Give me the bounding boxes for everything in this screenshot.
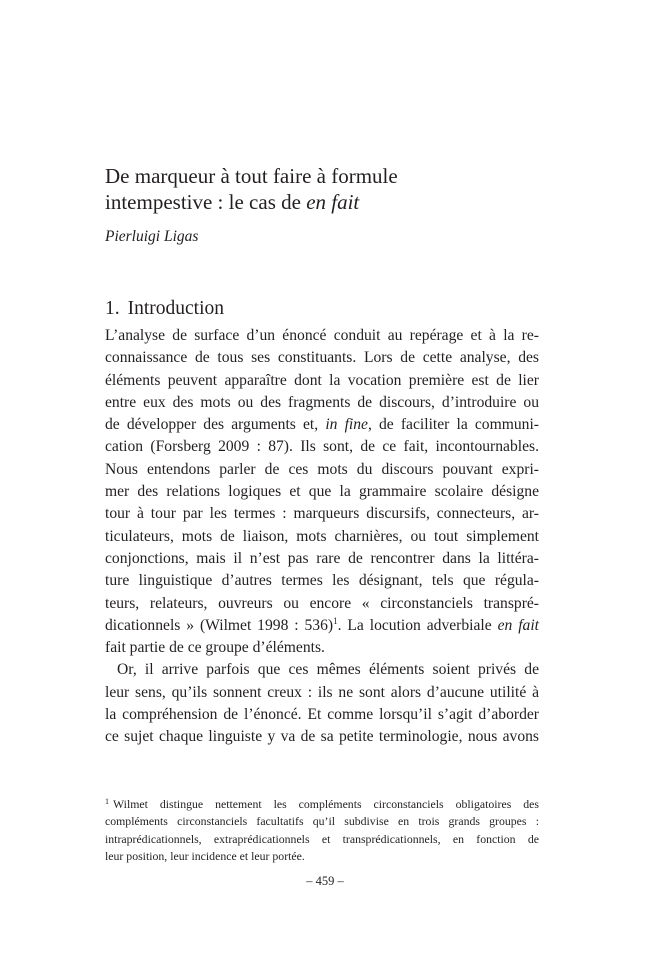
author-name: Pierluigi Ligas — [105, 228, 199, 245]
body-line: conjonctions, mais il n’est pas rare de rencontrer dans la littéra- — [105, 549, 539, 567]
footnote-marker: 1 — [105, 797, 109, 806]
body-line: leur sens, qu’ils sonnent creux : ils ne sont alors d’aucune utilité à — [105, 683, 539, 701]
text-run: . La locution adverbiale — [337, 616, 498, 634]
article-title — [105, 163, 545, 215]
body-line: cation (Forsberg 2009 : 87). Ils sont, de ce fait, incontournables. — [105, 438, 539, 456]
body-line: teurs, relateurs, ouvreurs ou encore « circonstanciels transpré- — [105, 594, 539, 612]
section-title: Introduction — [127, 298, 225, 319]
body-line: éléments peuvent apparaître dont la vocation première est de lier — [105, 371, 539, 389]
section-heading — [105, 298, 224, 320]
body-line: ticulateurs, mots de liaison, mots charnières, ou tout simplement — [105, 527, 539, 545]
title-line-1: De marqueur à tout faire à formule — [105, 164, 398, 188]
body-line — [105, 414, 539, 436]
text-run: dicationnels » (Wilmet 1998 : 536) — [105, 616, 334, 634]
body-line: Nous entendons parler de ces mots du discours pouvant expri- — [105, 460, 539, 478]
body-line: la compréhension de l’énoncé. Et comme lorsqu’il s’agit d’aborder — [105, 706, 539, 724]
body-line: fait partie de ce groupe d’éléments. — [105, 639, 325, 657]
body-text — [105, 325, 539, 749]
footnote-line — [105, 793, 539, 813]
title-italic-term: en fait — [306, 190, 360, 214]
body-line: L’analyse de surface d’un énoncé conduit au repérage et à la re- — [105, 327, 539, 344]
footnote-line: intraprédicationnels, extraprédicationnels et transprédicationnels, en fonction de — [105, 831, 539, 846]
body-line — [105, 615, 539, 637]
body-line: mer des relations logiques et que la grammaire scolaire désigne — [105, 483, 539, 501]
footnote-line: leur position, leur incidence et leur portée. — [105, 849, 305, 864]
body-line: tour à tour par les termes : marqueurs discursifs, connecteurs, ar- — [105, 505, 539, 523]
footnote-line: compléments circonstanciels facultatifs qu’il subdivise en trois grands groupes : — [105, 814, 539, 829]
section-number: 1. — [105, 298, 120, 319]
body-line: connaissance de tous ses constituants. Lors de cette analyse, des — [105, 349, 539, 367]
footnote — [105, 793, 539, 866]
body-line: ce sujet chaque linguiste y va de sa petite terminologie, nous avons — [105, 728, 539, 746]
italic-term: in fine — [325, 416, 368, 434]
text-run: Wilmet distingue nettement les compléments circonstanciels obligatoires des — [113, 797, 539, 811]
title-line-2: intempestive : le cas de — [105, 190, 307, 214]
body-line: entre eux des mots ou des fragments de discours, d’introduire ou — [105, 393, 539, 411]
body-line: ture linguistique d’autres termes les désignant, tels que régula- — [105, 572, 539, 590]
body-line: Or, il arrive parfois que ces mêmes éléments soient privés de — [117, 661, 539, 679]
footnote-reference: 1 — [333, 615, 338, 626]
text-run: , de faciliter la communi- — [367, 416, 539, 434]
page-number: – 459 – — [306, 874, 344, 888]
italic-term: en fait — [497, 616, 539, 634]
text-run: de développer des arguments et, — [105, 416, 326, 434]
